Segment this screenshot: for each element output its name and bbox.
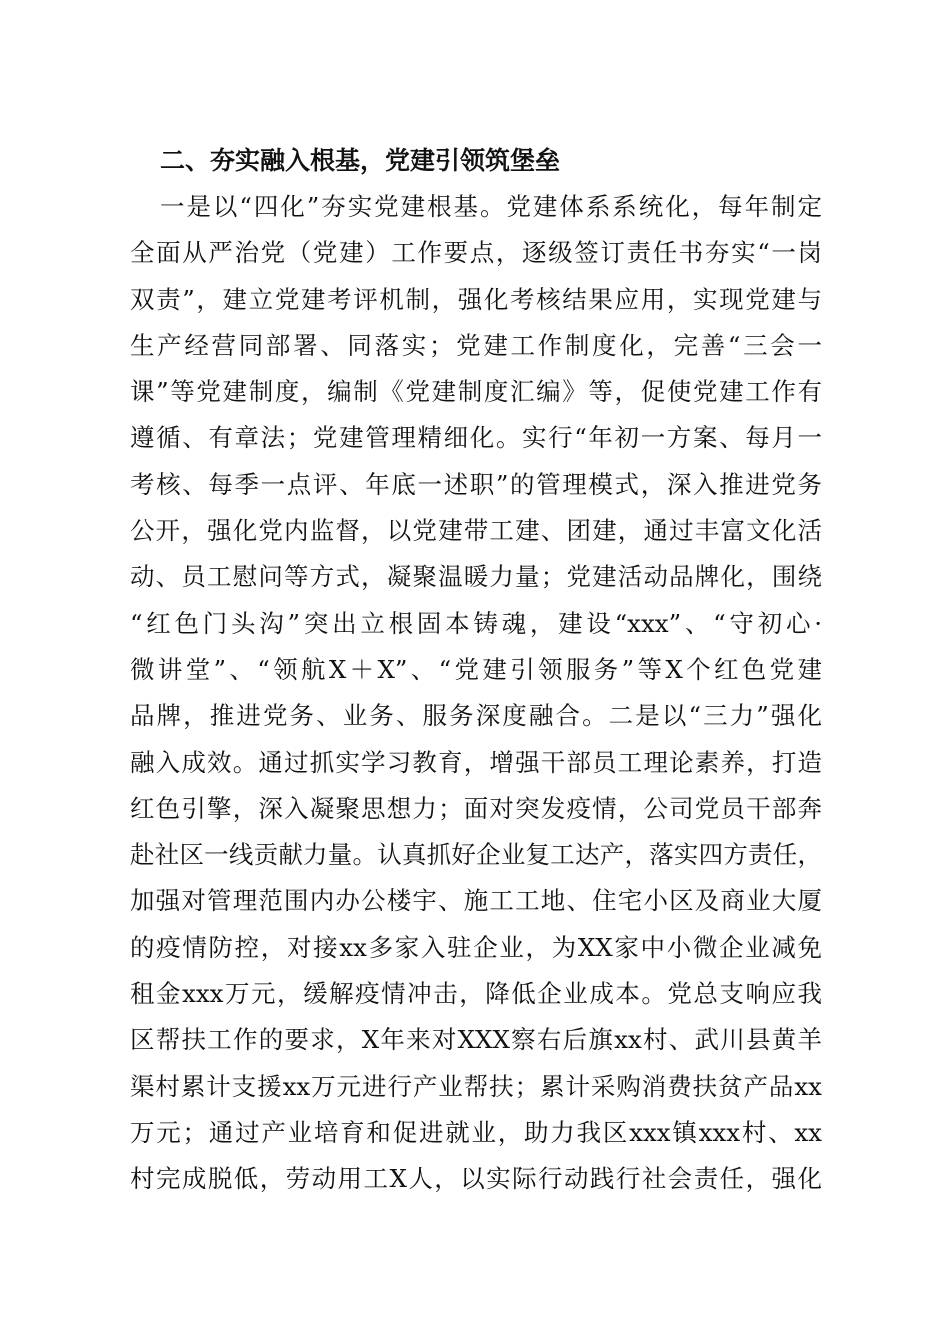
paragraph-line: 微讲堂”、“领航X＋X”、“党建引领服务”等X个红色党建: [130, 654, 822, 684]
paragraph-line: 双责”，建立党建考评机制，强化考核结果应用，实现党建与: [130, 284, 822, 314]
paragraph-line: 遵循、有章法；党建管理精细化。实行“年初一方案、每月一: [130, 423, 822, 453]
paragraph-line: “红色门头沟”突出立根固本铸魂，建设“xxx”、“守初心·: [130, 608, 822, 638]
paragraph-line: 动、员工慰问等方式，凝聚温暖力量；党建活动品牌化，围绕: [130, 562, 822, 592]
paragraph-line: 渠村累计支援xx万元进行产业帮扶；累计采购消费扶贫产品xx: [130, 1071, 822, 1101]
section-heading: 二、夯实融入根基，党建引领筑堡垒: [160, 146, 561, 175]
paragraph-line: 加强对管理范围内办公楼宇、施工工地、住宅小区及商业大厦: [130, 886, 822, 916]
paragraph-line: 品牌，推进党务、业务、服务深度融合。二是以“三力”强化: [130, 701, 822, 731]
paragraph-line: 公开，强化党内监督，以党建带工建、团建，通过丰富文化活: [130, 516, 822, 546]
paragraph-line: 一是以“四化”夯实党建根基。党建体系系统化，每年制定: [160, 192, 822, 221]
paragraph-line: 赴社区一线贡献力量。认真抓好企业复工达产，落实四方责任，: [130, 840, 822, 870]
paragraph-line: 生产经营同部署、同落实；党建工作制度化，完善“三会一: [130, 330, 822, 360]
document-body: [130, 138, 822, 1203]
paragraph-line: 的疫情防控，对接xx多家入驻企业，为XX家中小微企业减免: [130, 932, 822, 962]
paragraph-line: 全面从严治党（党建）工作要点，逐级签订责任书夯实“一岗: [130, 238, 822, 268]
paragraph-line: 区帮扶工作的要求，X年来对XXX察右后旗xx村、武川县黄羊: [130, 1025, 822, 1055]
paragraph-line: 红色引擎，深入凝聚思想力；面对突发疫情，公司党员干部奔: [130, 793, 822, 823]
paragraph-line: 考核、每季一点评、年底一述职”的管理模式，深入推进党务: [130, 469, 822, 499]
paragraph-line: 融入成效。通过抓实学习教育，增强干部员工理论素养，打造: [130, 747, 822, 777]
paragraph-line: 村完成脱低，劳动用工X人，以实际行动践行社会责任，强化: [130, 1164, 822, 1194]
paragraph-line: 租金xxx万元，缓解疫情冲击，降低企业成本。党总支响应我: [130, 979, 822, 1009]
paragraph-line: 课”等党建制度，编制《党建制度汇编》等，促使党建工作有: [130, 377, 822, 407]
paragraph-line: 万元；通过产业培育和促进就业，助力我区xxx镇xxx村、xx: [130, 1117, 822, 1147]
